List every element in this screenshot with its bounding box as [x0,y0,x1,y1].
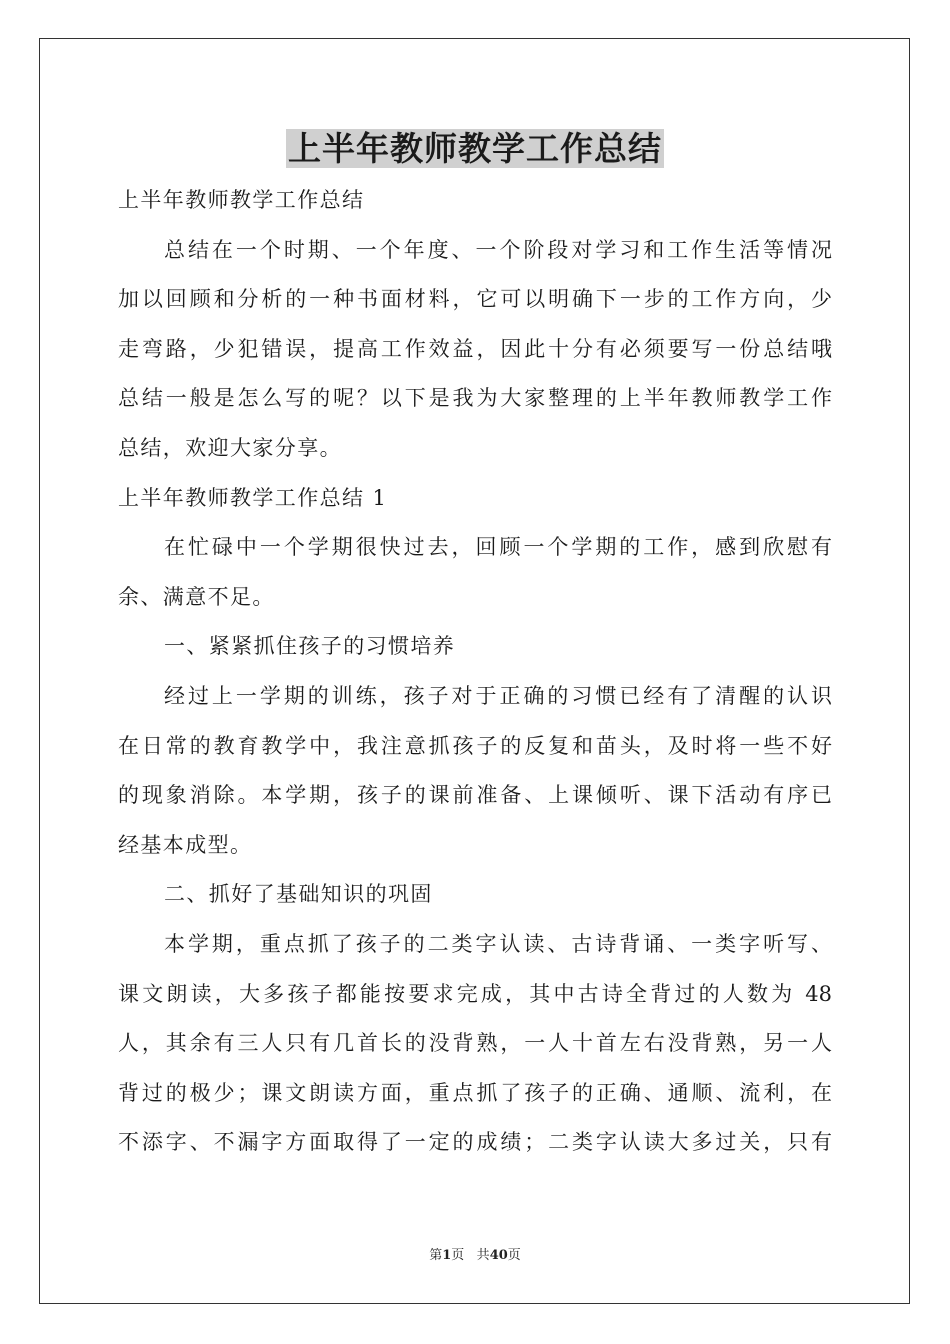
text-line: 总结一般是怎么写的呢？以下是我为大家整理的上半年教师教学工作 [118,386,832,411]
text-line: 经基本成型。 [118,832,253,857]
text-line: 上半年教师教学工作总结 1 [118,485,388,510]
document-body [118,176,832,1168]
text-line: 背过的极少；课文朗读方面，重点抓了孩子的正确、通顺、流利，在 [118,1080,832,1105]
text-line: 本学期，重点抓了孩子的二类字认读、古诗背诵、一类字听写、 [164,931,832,956]
page-footer [0,1246,950,1266]
footer-page-number: 1 [442,1248,452,1263]
text-line: 余、满意不足。 [118,584,275,609]
document-title-text: 上半年教师教学工作总结 [288,129,662,168]
text-line: 上半年教师教学工作总结 [118,188,365,212]
text-line: 加以回顾和分析的一种书面材料，它可以明确下一步的工作方向，少 [118,287,832,312]
text-line: 在忙碌中一个学期很快过去，回顾一个学期的工作，感到欣慰有 [164,535,832,560]
footer-total-pages: 40 [489,1248,508,1263]
text-line: 一、紧紧抓住孩子的习惯培养 [164,634,456,659]
footer-total-prefix: 共 [476,1248,490,1263]
text-line: 走弯路，少犯错误，提高工作效益，因此十分有必须要写一份总结哦 [118,336,832,361]
footer-total-suffix: 页 [507,1248,521,1263]
text-line: 不添字、不漏字方面取得了一定的成绩；二类字认读大多过关，只有 [118,1130,832,1155]
text-line: 课文朗读，大多孩子都能按要求完成，其中古诗全背过的人数为 48 [118,981,832,1006]
text-line: 总结在一个时期、一个年度、一个阶段对学习和工作生活等情况 [164,237,832,262]
footer-page-suffix: 页 [451,1248,465,1263]
footer-prefix: 第 [429,1248,443,1263]
text-line: 在日常的教育教学中，我注意抓孩子的反复和苗头，及时将一些不好 [118,733,832,758]
text-line: 经过上一学期的训练，孩子对于正确的习惯已经有了清醒的认识 [164,683,832,708]
text-line: 总结，欢迎大家分享。 [118,435,342,460]
text-line: 二、抓好了基础知识的巩固 [164,882,433,907]
document-title [0,126,950,172]
text-line: 的现象消除。本学期，孩子的课前准备、上课倾听、课下活动有序已 [118,783,832,808]
text-line: 人，其余有三人只有几首长的没背熟，一人十首左右没背熟，另一人 [118,1031,832,1056]
